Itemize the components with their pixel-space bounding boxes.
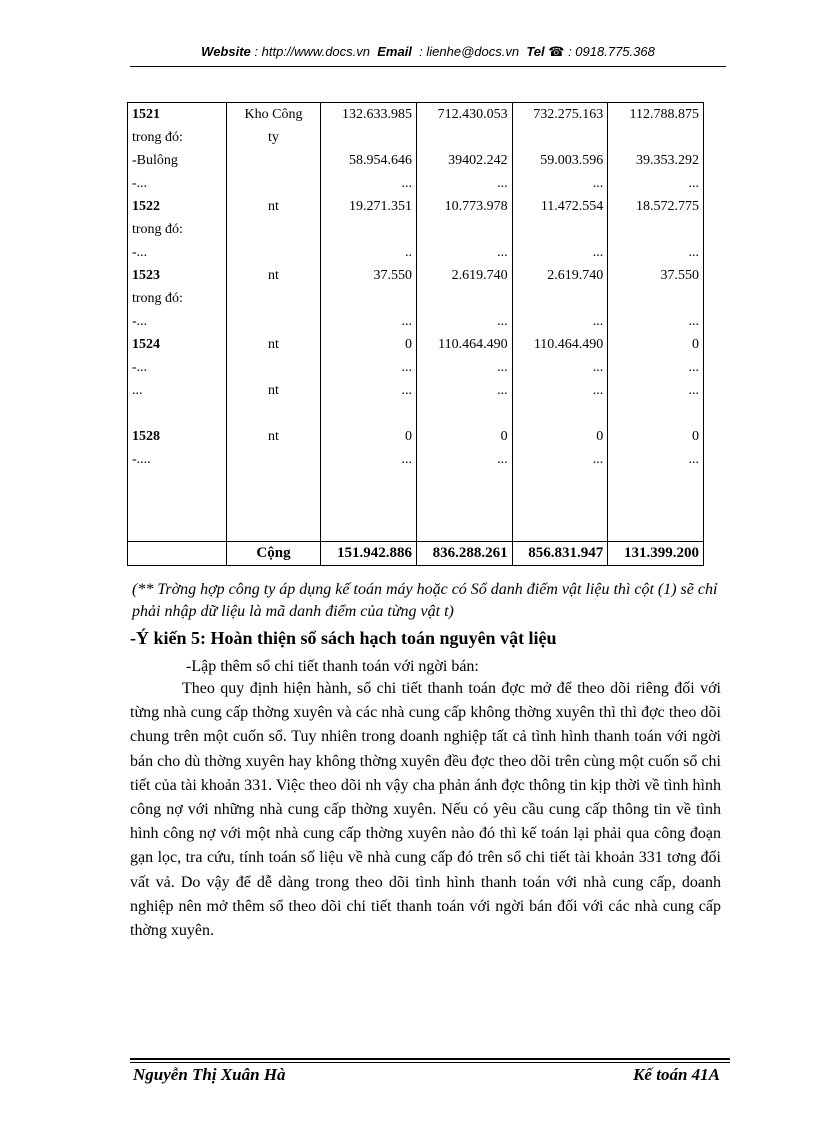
- cell-closing: 112.788.875: [608, 103, 704, 127]
- cell-closing: 39.353.292: [608, 149, 704, 172]
- cell-warehouse: [226, 356, 321, 379]
- cell-debit: ...: [416, 241, 512, 264]
- section-heading: -Ý kiến 5: Hoàn thiện sổ sách hạch toán nguyên vật liệu: [130, 628, 557, 648]
- cell-opening: 0: [321, 333, 417, 356]
- cell-warehouse: nt: [226, 195, 321, 218]
- cell-opening: [321, 287, 417, 310]
- cell-account: trong đó:: [128, 126, 227, 149]
- cell-opening: ...: [321, 172, 417, 195]
- cell-debit: ...: [416, 172, 512, 195]
- cell-debit: 39402.242: [416, 149, 512, 172]
- cell-credit: 110.464.490: [512, 333, 608, 356]
- table-row: [128, 172, 704, 195]
- cell-credit: [512, 218, 608, 241]
- cell-account: 1522: [128, 195, 227, 218]
- cell-closing: [608, 402, 704, 425]
- cell-warehouse: nt: [226, 425, 321, 448]
- cell-closing: [608, 126, 704, 149]
- cell-account: [128, 402, 227, 425]
- cell-account: -...: [128, 356, 227, 379]
- cell-account: -Bulông: [128, 149, 227, 172]
- cell-warehouse: [226, 218, 321, 241]
- cell-account: 1528: [128, 425, 227, 448]
- table-row: [128, 241, 704, 264]
- cell-opening: ...: [321, 356, 417, 379]
- cell-closing: 0: [608, 425, 704, 448]
- table-spacer-row: [128, 471, 704, 542]
- page-header: [130, 44, 726, 64]
- cell-credit: ...: [512, 241, 608, 264]
- cell-credit: ...: [512, 172, 608, 195]
- cell-debit: ...: [416, 448, 512, 471]
- table-row: [128, 103, 704, 127]
- cell-opening: ..: [321, 241, 417, 264]
- cell-credit: 732.275.163: [512, 103, 608, 127]
- website-label: Website: [201, 44, 251, 59]
- cell-closing: ...: [608, 241, 704, 264]
- cell-opening: [321, 218, 417, 241]
- cell-closing: ...: [608, 448, 704, 471]
- total-warehouse: Cộng: [226, 542, 321, 566]
- tel-label: Tel: [526, 44, 545, 59]
- cell-account: -....: [128, 448, 227, 471]
- cell-account: trong đó:: [128, 218, 227, 241]
- cell-opening: [321, 402, 417, 425]
- tel-value: : 0918.775.368: [568, 44, 655, 59]
- footer-class: Kế toán 41A: [633, 1065, 720, 1084]
- cell-debit: [416, 218, 512, 241]
- cell-debit: 110.464.490: [416, 333, 512, 356]
- subheading: -Lập thêm sổ chi tiết thanh toán với ngời bán:: [186, 658, 479, 675]
- email-value[interactable]: : lienhe@docs.vn: [419, 44, 520, 59]
- total-closing: 131.399.200: [608, 542, 704, 566]
- table-row: [128, 218, 704, 241]
- table-row: [128, 448, 704, 471]
- cell-credit: 2.619.740: [512, 264, 608, 287]
- cell-warehouse: [226, 287, 321, 310]
- cell-debit: ...: [416, 310, 512, 333]
- cell-closing: ...: [608, 356, 704, 379]
- cell-account: -...: [128, 241, 227, 264]
- table-row: [128, 425, 704, 448]
- cell-credit: ...: [512, 356, 608, 379]
- table-row: [128, 126, 704, 149]
- cell-warehouse: Kho Công: [226, 103, 321, 127]
- cell-credit: ...: [512, 448, 608, 471]
- cell-debit: ...: [416, 379, 512, 402]
- cell-closing: [608, 218, 704, 241]
- footer-divider: [130, 1058, 730, 1060]
- table-row: [128, 287, 704, 310]
- cell-warehouse: nt: [226, 333, 321, 356]
- cell-warehouse: [226, 402, 321, 425]
- cell-opening: 0: [321, 425, 417, 448]
- cell-debit: 10.773.978: [416, 195, 512, 218]
- cell-account: 1524: [128, 333, 227, 356]
- cell-debit: 712.430.053: [416, 103, 512, 127]
- cell-debit: [416, 402, 512, 425]
- cell-closing: 0: [608, 333, 704, 356]
- cell-debit: ...: [416, 356, 512, 379]
- cell-warehouse: [226, 172, 321, 195]
- cell-debit: [416, 287, 512, 310]
- cell-credit: [512, 402, 608, 425]
- table-row: [128, 264, 704, 287]
- cell-warehouse: [226, 241, 321, 264]
- total-opening: 151.942.886: [321, 542, 417, 566]
- table-row: [128, 402, 704, 425]
- cell-warehouse: [226, 149, 321, 172]
- cell-account: -...: [128, 310, 227, 333]
- cell-opening: ...: [321, 310, 417, 333]
- total-account: [128, 542, 227, 566]
- total-debit: 836.288.261: [416, 542, 512, 566]
- header-divider: [130, 66, 726, 67]
- table-note: (** Trờng hợp công ty áp dụng kế toán máy hoặc có Sổ danh điểm vật liệu thì cột (1) sẽ chỉ phải nhập dữ liệu là mã danh điểm của từng vật t): [132, 581, 718, 620]
- phone-icon: ☎: [548, 44, 565, 59]
- footer-author: Nguyễn Thị Xuân Hà: [133, 1065, 286, 1084]
- table-row: [128, 310, 704, 333]
- cell-account: trong đó:: [128, 287, 227, 310]
- total-credit: 856.831.947: [512, 542, 608, 566]
- cell-opening: 132.633.985: [321, 103, 417, 127]
- table-row: [128, 379, 704, 402]
- cell-credit: 59.003.596: [512, 149, 608, 172]
- cell-credit: [512, 126, 608, 149]
- cell-credit: 11.472.554: [512, 195, 608, 218]
- cell-warehouse: [226, 310, 321, 333]
- cell-account: -...: [128, 172, 227, 195]
- table-total-row: [128, 542, 704, 566]
- cell-warehouse: nt: [226, 379, 321, 402]
- cell-account: ...: [128, 379, 227, 402]
- cell-closing: ...: [608, 379, 704, 402]
- website-url[interactable]: : http://www.docs.vn: [254, 44, 370, 59]
- cell-closing: ...: [608, 172, 704, 195]
- cell-closing: 37.550: [608, 264, 704, 287]
- email-label: Email: [377, 44, 412, 59]
- cell-opening: ...: [321, 448, 417, 471]
- cell-warehouse: ty: [226, 126, 321, 149]
- table-row: [128, 149, 704, 172]
- table-row: [128, 195, 704, 218]
- cell-opening: 58.954.646: [321, 149, 417, 172]
- table-row: [128, 333, 704, 356]
- table-row: [128, 356, 704, 379]
- cell-warehouse: [226, 448, 321, 471]
- cell-warehouse: nt: [226, 264, 321, 287]
- cell-account: 1521: [128, 103, 227, 127]
- body-paragraph: Theo quy định hiện hành, sổ chi tiết thanh toán đợc mở để theo dõi riêng đối với từng nhà cung cấp thờng xuyên và các nhà cung cấp không thờng xuyên thì thì đợc theo dõi chung trên một cuốn sổ. Tuy nhiên trong doanh nghiệp tất cả tình hình thanh toán với ngời bán cho dù thờng xuyên hay không thờng xuyên đều đợc theo dõi trên cùng một cuốn sổ chi tiết của tài khoản 331. Việc theo dõi nh vậy cha phản ánh đợc thông tin kịp thời về tình hình công nợ với những nhà cung cấp thờng xuyên. Nếu có yêu cầu cung cấp thông tin về tình hình công nợ với một nhà cung cấp thờng xuyên nào đó thì kế toán lại phải qua công đoạn gạn lọc, tra cứu, tính toán số liệu về nhà cung cấp đó trên sổ chi tiết tài khoản 331 tơng đối vất vả. Do vậy để dễ dàng trong theo dõi tình hình thanh toán với nhà cung cấp, doanh nghiệp nên mở thêm sổ theo dõi chi tiết thanh toán với ngời bán đối với các nhà cung cấp thờng xuyên.: [130, 680, 721, 940]
- footer-divider-thin: [130, 1062, 730, 1063]
- cell-credit: 0: [512, 425, 608, 448]
- cell-opening: 37.550: [321, 264, 417, 287]
- cell-closing: ...: [608, 310, 704, 333]
- cell-account: 1523: [128, 264, 227, 287]
- cell-credit: ...: [512, 310, 608, 333]
- cell-debit: 0: [416, 425, 512, 448]
- cell-credit: [512, 287, 608, 310]
- cell-opening: 19.271.351: [321, 195, 417, 218]
- cell-opening: [321, 126, 417, 149]
- ledger-table: [127, 102, 704, 566]
- cell-debit: 2.619.740: [416, 264, 512, 287]
- cell-opening: ...: [321, 379, 417, 402]
- cell-closing: 18.572.775: [608, 195, 704, 218]
- cell-credit: ...: [512, 379, 608, 402]
- cell-debit: [416, 126, 512, 149]
- cell-closing: [608, 287, 704, 310]
